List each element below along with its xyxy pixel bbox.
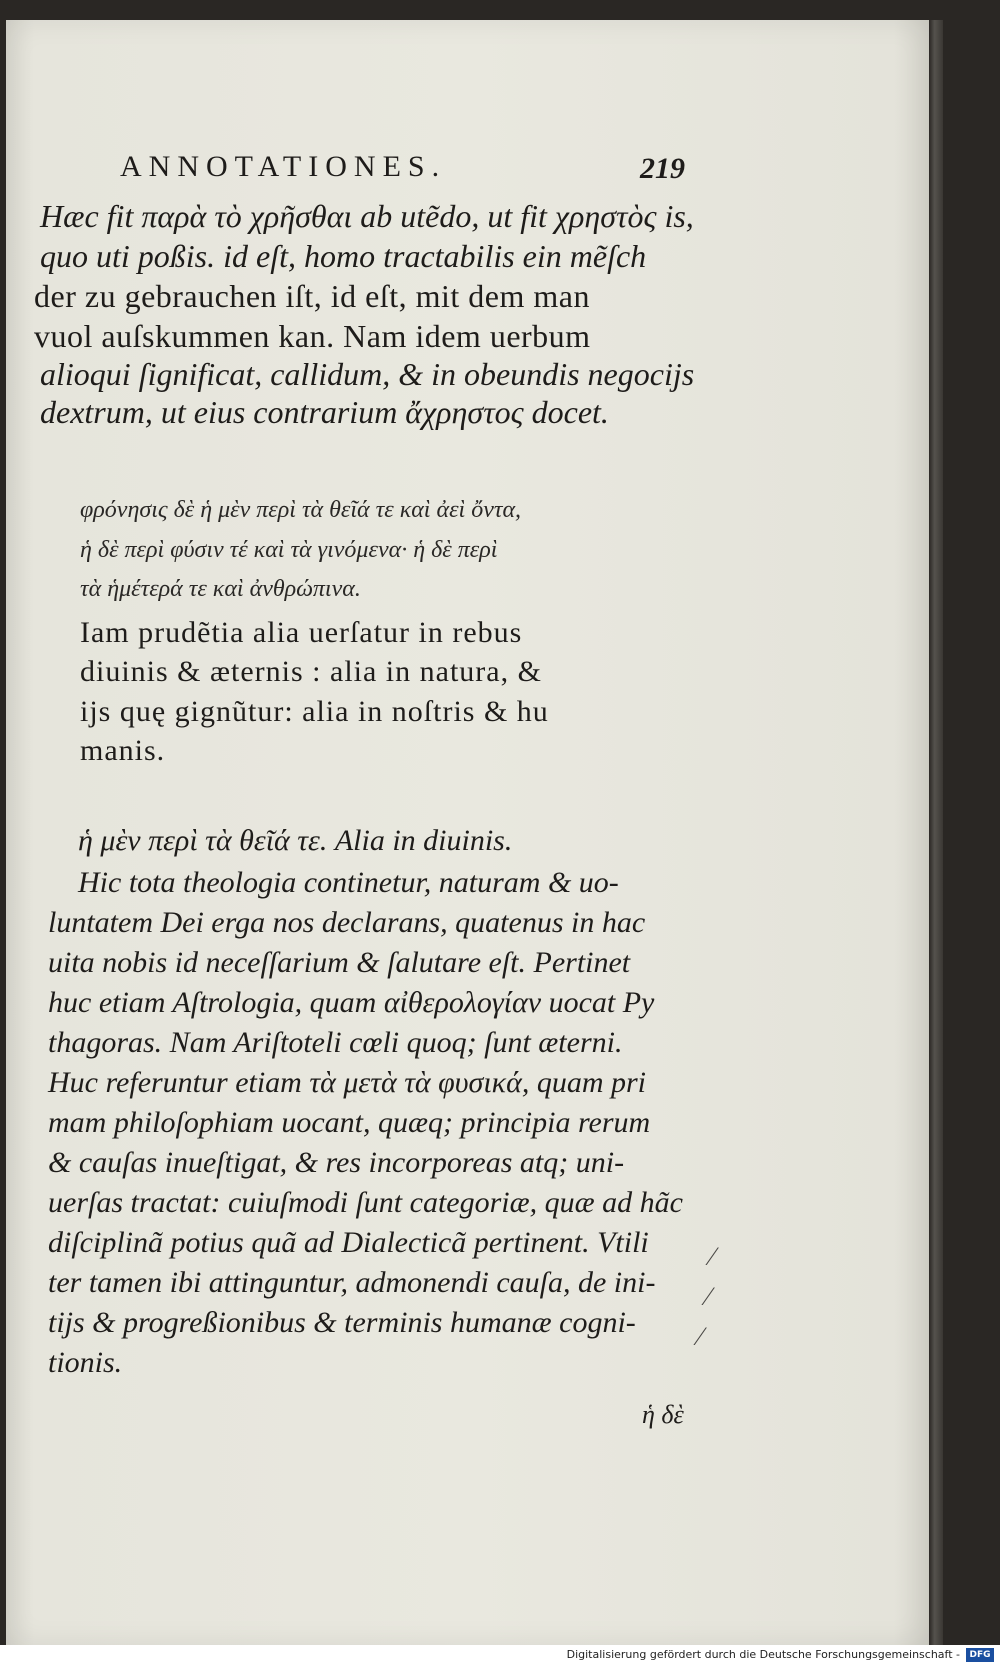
text-line: alioqui ſignificat, callidum, & in obeundis negocijs	[40, 356, 695, 392]
commentary-line: & cauſas inueſtigat, & res incorporeas atq; uni-	[48, 1146, 625, 1179]
greek-quote-line: τὰ ἡμέτερά τε καὶ ἀνθρώπινα.	[80, 576, 361, 602]
text-line: der zu gebrauchen iſt, id eſt, mit dem man	[34, 278, 590, 314]
catchword: ἡ δὲ	[642, 1400, 684, 1429]
text-line: dextrum, ut eius contrarium ἄχρηστος docet.	[40, 394, 609, 430]
margin-mark: ⁄	[706, 1282, 711, 1311]
greek-quote-line: ἡ δὲ περὶ φύσιν τέ καὶ τὰ γινόμενα· ἡ δὲ περὶ	[80, 537, 498, 563]
commentary-line: mam philoſophiam uocant, quæq; principia rerum	[48, 1106, 651, 1139]
commentary-line: Huc referuntur etiam τὰ μετὰ τὰ φυσικά, quam pri	[48, 1066, 646, 1099]
lemma-line: ἡ μὲν περὶ τὰ θεῖά τε. Alia in diuinis.	[78, 824, 513, 857]
page-number: 219	[640, 152, 685, 185]
commentary-line: diſciplinã potius quã ad Dialecticã pertinent. Vtili	[48, 1226, 649, 1259]
text-line: vuol auſskummen kan. Nam idem uerbum	[34, 318, 591, 354]
footer-credit: Digitalisierung gefördert durch die Deutsche Forschungsgemeinschaft -	[566, 1648, 960, 1661]
page-edge	[929, 20, 943, 1645]
translation-line: diuinis & æternis : alia in natura, &	[80, 655, 542, 688]
commentary-line: ter tamen ibi attinguntur, admonendi cauſa, de ini-	[48, 1266, 656, 1299]
margin-mark: ⁄	[698, 1322, 703, 1351]
commentary-line: uerſas tractat: cuiuſmodi ſunt categoriæ, quæ ad hãc	[48, 1186, 683, 1219]
text-line: Hæc fit παρὰ τὸ χρῆσθαι ab utẽdo, ut fit χρηστὸς is,	[40, 198, 694, 234]
translation-line: ijs quę gignũtur: alia in noſtris & hu	[80, 695, 549, 728]
translation-line: Iam prudẽtia alia uerſatur in rebus	[80, 616, 523, 649]
greek-quote-line: φρόνησις δὲ ἡ μὲν περὶ τὰ θεῖά τε καὶ ἀεὶ ὄντα,	[80, 497, 522, 523]
commentary-line: thagoras. Nam Ariſtoteli cœli quoq; ſunt æterni.	[48, 1026, 623, 1059]
commentary-line: uita nobis id neceſſarium & ſalutare eſt. Pertinet	[48, 946, 631, 979]
commentary-line: tionis.	[48, 1346, 123, 1379]
footer-bar	[0, 1645, 1000, 1666]
commentary-line: luntatem Dei erga nos declarans, quatenus in hac	[48, 906, 646, 939]
margin-mark: ⁄	[710, 1242, 715, 1271]
text-line: quo uti poßis. id eſt, homo tractabilis ein mẽſch	[40, 238, 647, 274]
translation-line: manis.	[80, 734, 166, 767]
commentary-line: tijs & progreßionibus & terminis humanæ cogni-	[48, 1306, 636, 1339]
commentary-line: Hic tota theologia continetur, naturam & uo-	[78, 866, 619, 899]
dfg-logo-icon: DFG	[966, 1648, 994, 1662]
running-head: ANNOTATIONES.	[120, 150, 447, 183]
commentary-line: huc etiam Aſtrologia, quam αἰθερολογίαν uocat Py	[48, 986, 655, 1019]
